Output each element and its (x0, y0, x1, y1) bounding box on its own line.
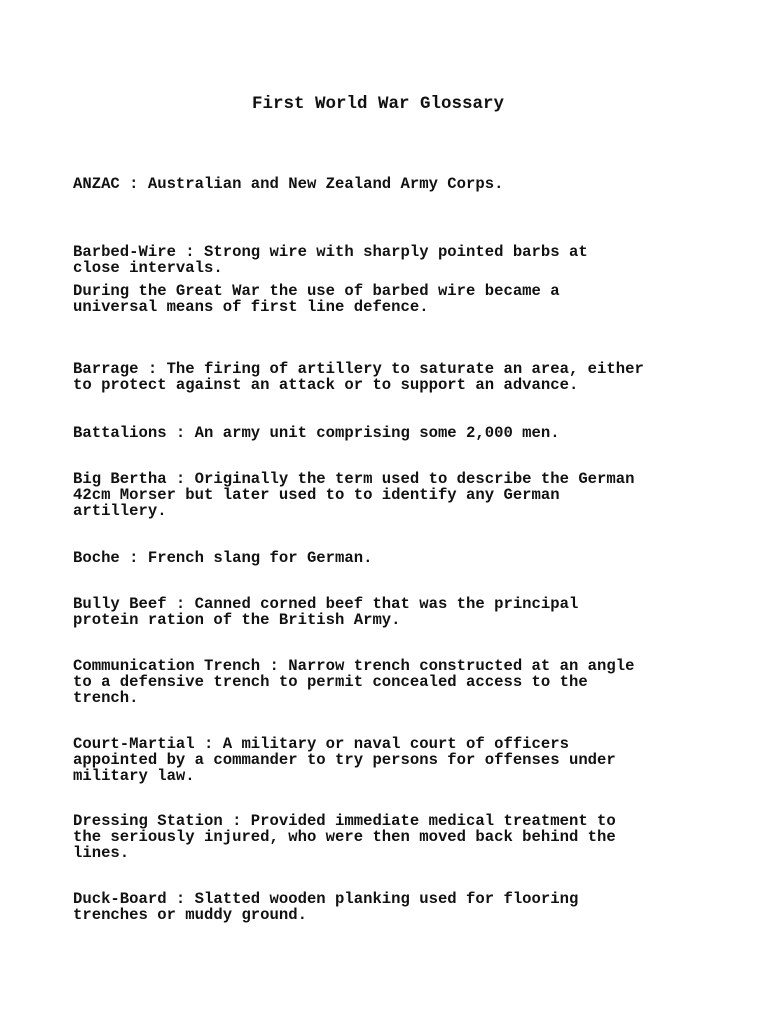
glossary-entry-duck-board: Duck-Board : Slatted wooden planking used for flooring trenches or muddy ground. (73, 890, 579, 924)
glossary-entry-bully-beef: Bully Beef : Canned corned beef that was the principal protein ration of the British Army. (73, 595, 579, 629)
glossary-entry-barbed-wire-note: During the Great War the use of barbed wire became a universal means of first line defence. (73, 282, 560, 316)
glossary-entry-communication-trench: Communication Trench : Narrow trench constructed at an angle to a defensive trench to permit concealed access to the trench. (73, 657, 635, 707)
glossary-entry-anzac: ANZAC : Australian and New Zealand Army Corps. (73, 175, 504, 193)
glossary-entry-dressing-station: Dressing Station : Provided immediate medical treatment to the seriously injured, who were then moved back behind the lines. (73, 812, 616, 862)
glossary-entry-battalions: Battalions : An army unit comprising some 2,000 men. (73, 424, 560, 442)
glossary-entry-barrage: Barrage : The firing of artillery to saturate an area, either to protect against an attack or to support an advance. (73, 360, 644, 394)
glossary-entry-boche: Boche : French slang for German. (73, 549, 373, 567)
glossary-entry-big-bertha: Big Bertha : Originally the term used to describe the German 42cm Morser but later used to to identify any German artillery. (73, 470, 635, 520)
glossary-entry-barbed-wire: Barbed-Wire : Strong wire with sharply pointed barbs at close intervals. (73, 243, 588, 277)
glossary-entry-court-martial: Court-Martial : A military or naval court of officers appointed by a commander to try persons for offenses under military law. (73, 735, 616, 785)
document-title: First World War Glossary (251, 94, 505, 114)
